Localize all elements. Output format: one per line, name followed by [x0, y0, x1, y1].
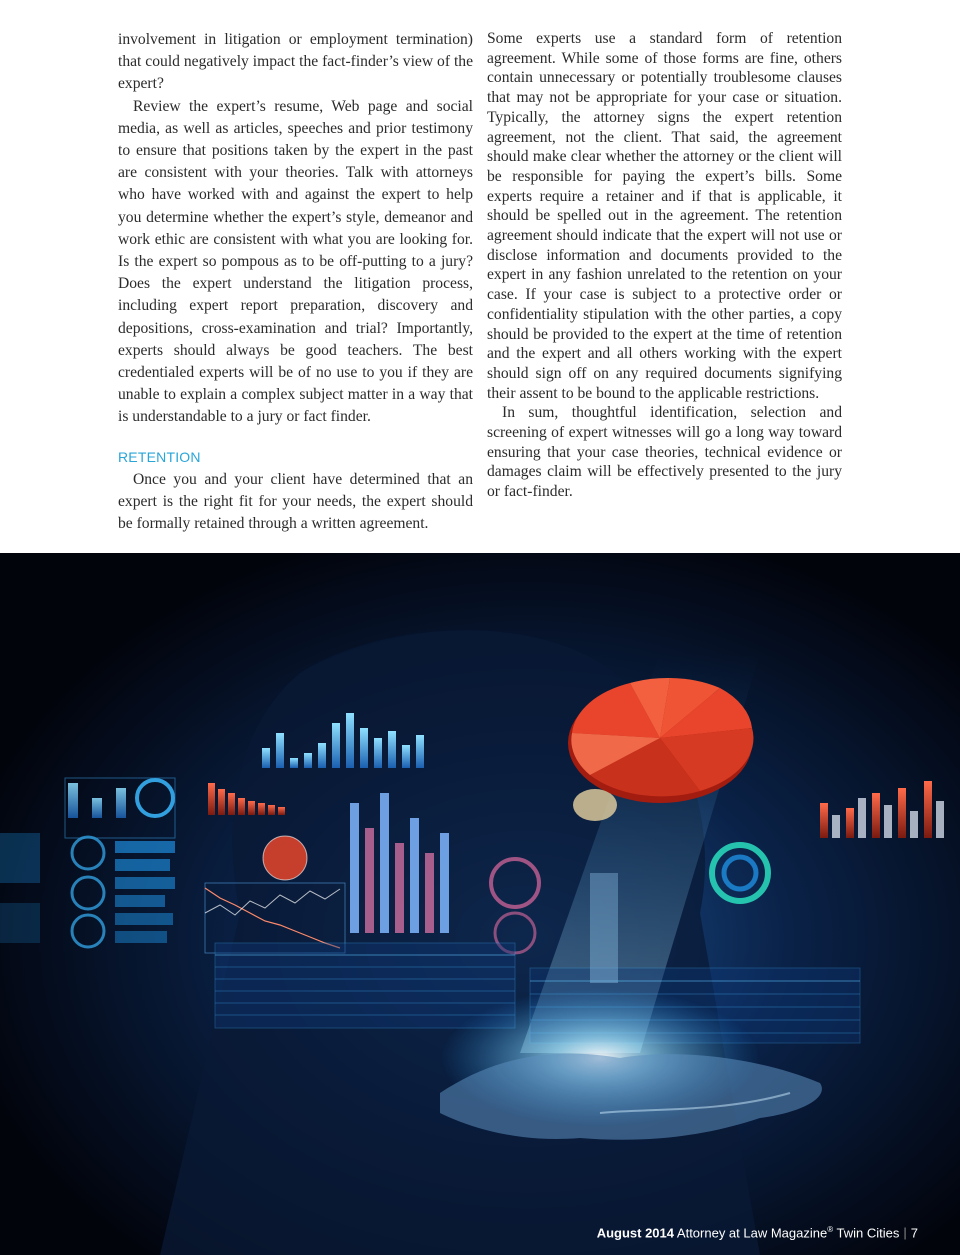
right-paragraph-1: Some experts use a standard form of retention agreement. While some of those forms are fine, others contain unnecessary or potentially troublesome clauses that may not be appropriate for your case or situation. Typically, the attorney signs the expert retention agreement, not the client. That said, the agreement should make clear whether the attorney or the client will be responsible for paying the expert’s bills. Some experts require a retainer and if that is applicable, it should be spelled out in the agreement. The retention agreement should indicate that the expert will not use or disclose information and documents provided to the expert in any fashion unrelated to the retention on your case. If your case is subject to a protective order or confidentiality stipulation with the other parties, a copy should be provided to the expert at the time of retention and the expert and all others working with the expert should sign off on any required documents signifying their assent to be bound to the applicable restrictions.: [487, 30, 842, 402]
left-paragraph-1: involvement in litigation or employment termination) that could negatively impact the fact-finder’s view of the expert?: [118, 31, 473, 93]
footer-edition: Twin Cities: [836, 1225, 900, 1240]
footer-page-number: 7: [910, 1225, 918, 1240]
page-footer: [597, 1225, 918, 1240]
footer-separator: |: [903, 1225, 907, 1240]
section-heading-retention: RETENTION: [118, 448, 201, 465]
footer-magazine: Attorney at Law Magazine: [676, 1225, 828, 1240]
right-text-column: [487, 29, 842, 502]
left-text-column: [118, 29, 473, 535]
right-paragraph-2: In sum, thoughtful identification, selection and screening of expert witnesses will go a long way toward ensuring that your case theories, technical evidence or damages claim will be effectively presented to the jury or fact-finder.: [487, 404, 842, 501]
footer-issue: August 2014: [596, 1225, 674, 1240]
photo-illustration: [0, 553, 960, 1255]
left-paragraph-2: Review the expert’s resume, Web page and social media, as well as articles, speeches and prior testimony to ensure that positions taken by the expert in the past are consistent with your theories. Talk with attorneys who have worked with and against the expert to help you determine whether the expert’s style, demeanor and work ethic are consistent with what you are looking for. Is the expert so pompous as to be off-putting to a jury? Does the expert understand the litigation process, including expert report preparation, discovery and depositions, cross-examination and trial? Importantly, experts should always be good teachers. The best credentialed experts will be of no use to you if they are unable to explain a complex subject matter in a way that is understandable to a jury or fact finder.: [118, 97, 473, 426]
footer-registered: ®: [827, 1224, 834, 1234]
holographic-charts-photo: [0, 553, 960, 1255]
left-paragraph-3: Once you and your client have determined that an expert is the right fit for your needs, the expert should be formally retained through a written agreement.: [118, 470, 473, 533]
